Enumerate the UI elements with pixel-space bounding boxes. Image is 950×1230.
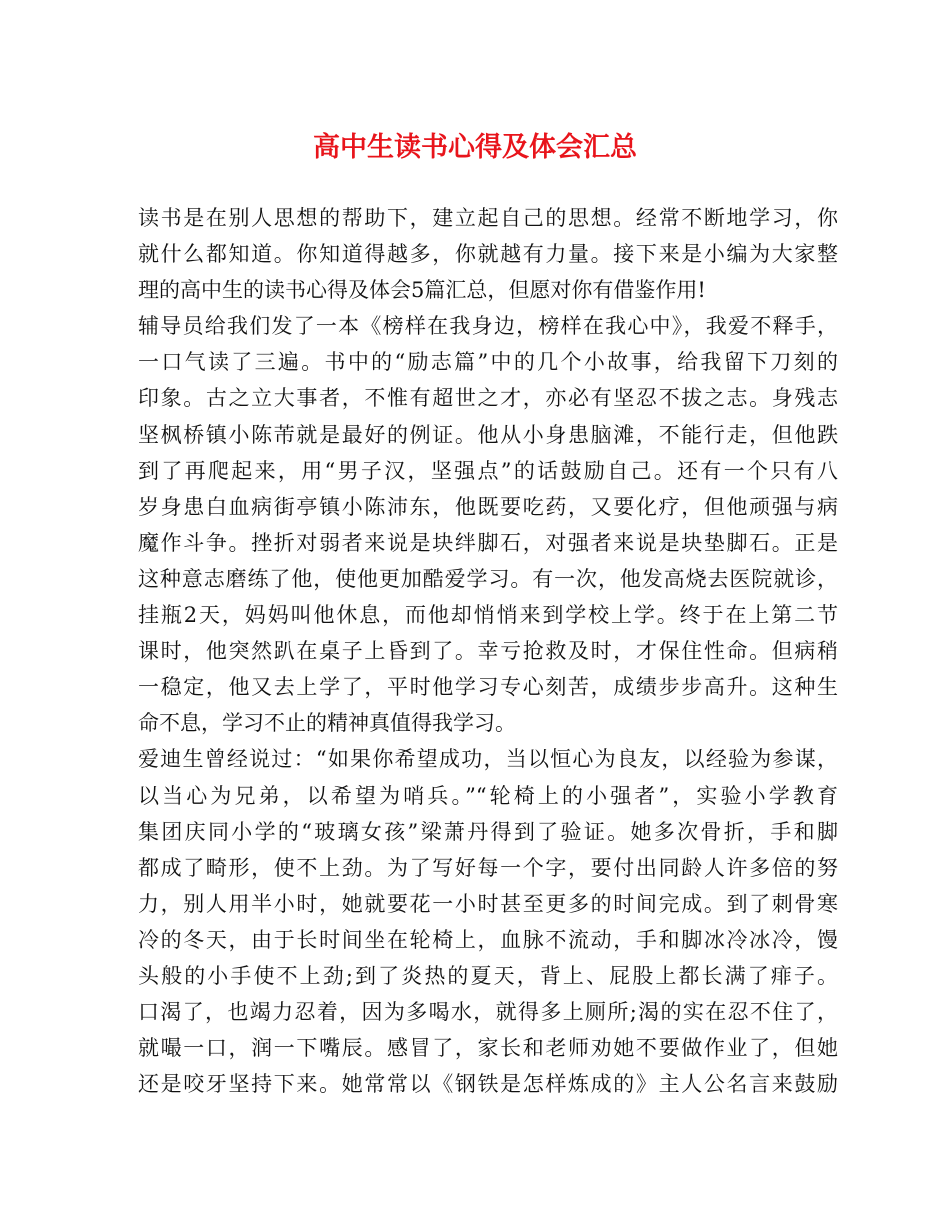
text-line: 一稳定，他又去上学了，平时他学习专心刻苦，成绩步步高升。这种生 — [138, 675, 838, 700]
text-line: 坚枫桥镇小陈芾就是最好的例证。他从小身患脑滩，不能行走，但他跌 — [138, 422, 838, 447]
document-body — [138, 200, 838, 1102]
text-line: 力，别人用半小时，她就要花一小时甚至更多的时间完成。到了刺骨寒 — [138, 891, 838, 916]
text-line: 到了再爬起来，用“男子汉，坚强点”的话鼓励自己。还有一个只有八 — [138, 458, 838, 483]
text-line: 这种意志磨练了他，使他更加酷爱学习。有一次，他发高烧去医院就诊， — [138, 566, 838, 591]
text-line: 爱迪生曾经说过：“如果你希望成功，当以恒心为良友，以经验为参谋， — [138, 747, 838, 772]
text-line: 都成了畸形，使不上劲。为了写好每一个字，要付出同龄人许多倍的努 — [138, 855, 838, 880]
text-line: 印象。古之立大事者，不惟有超世之才，亦必有坚忍不拔之志。身残志 — [138, 386, 838, 411]
text-line: 头般的小手使不上劲;到了炎热的夏天，背上、屁股上都长满了痱子。 — [138, 963, 838, 988]
text-line: 以当心为兄弟，以希望为哨兵。”“轮椅上的小强者”，实验小学教育 — [138, 783, 838, 808]
text-line: 一口气读了三遍。书中的“励志篇”中的几个小故事，给我留下刀刻的 — [138, 350, 838, 375]
text-line: 理的高中生的读书心得及体会5篇汇总，但愿对你有借鉴作用! — [138, 278, 706, 303]
text-line: 口渴了，也竭力忍着，因为多喝水，就得多上厕所;渴的实在忍不住了， — [138, 1000, 838, 1025]
text-line: 就嘬一口，润一下嘴辰。感冒了，家长和老师劝她不要做作业了，但她 — [138, 1036, 838, 1061]
text-line: 还是咬牙坚持下来。她常常以《钢铁是怎样炼成的》主人公名言来鼓励 — [138, 1072, 838, 1097]
text-line: 岁身患白血病街亭镇小陈沛东，他既要吃药，又要化疗，但他顽强与病 — [138, 494, 838, 519]
document-title: 高中生读书心得及体会汇总 — [313, 132, 637, 163]
text-line: 挂瓶2天，妈妈叫他休息，而他却悄悄来到学校上学。终于在上第二节 — [138, 603, 838, 628]
text-line: 课时，他突然趴在桌子上昏到了。幸亏抢救及时，才保住性命。但病稍 — [138, 639, 838, 664]
text-line: 就什么都知道。你知道得越多，你就越有力量。接下来是小编为大家整 — [138, 242, 838, 267]
text-line: 集团庆同小学的“玻璃女孩”梁萧丹得到了验证。她多次骨折，手和脚 — [138, 819, 838, 844]
text-line: 辅导员给我们发了一本《榜样在我身边，榜样在我心中》，我爱不释手， — [138, 314, 838, 339]
text-line: 魔作斗争。挫折对弱者来说是块绊脚石，对强者来说是块垫脚石。正是 — [138, 530, 838, 555]
text-line: 冷的冬天，由于长时间坐在轮椅上，血脉不流动，手和脚冰冷冰冷，馒 — [138, 927, 838, 952]
text-line: 读书是在别人思想的帮助下，建立起自己的思想。经常不断地学习，你 — [138, 206, 838, 230]
text-line: 命不息，学习不止的精神真值得我学习。 — [138, 711, 516, 736]
